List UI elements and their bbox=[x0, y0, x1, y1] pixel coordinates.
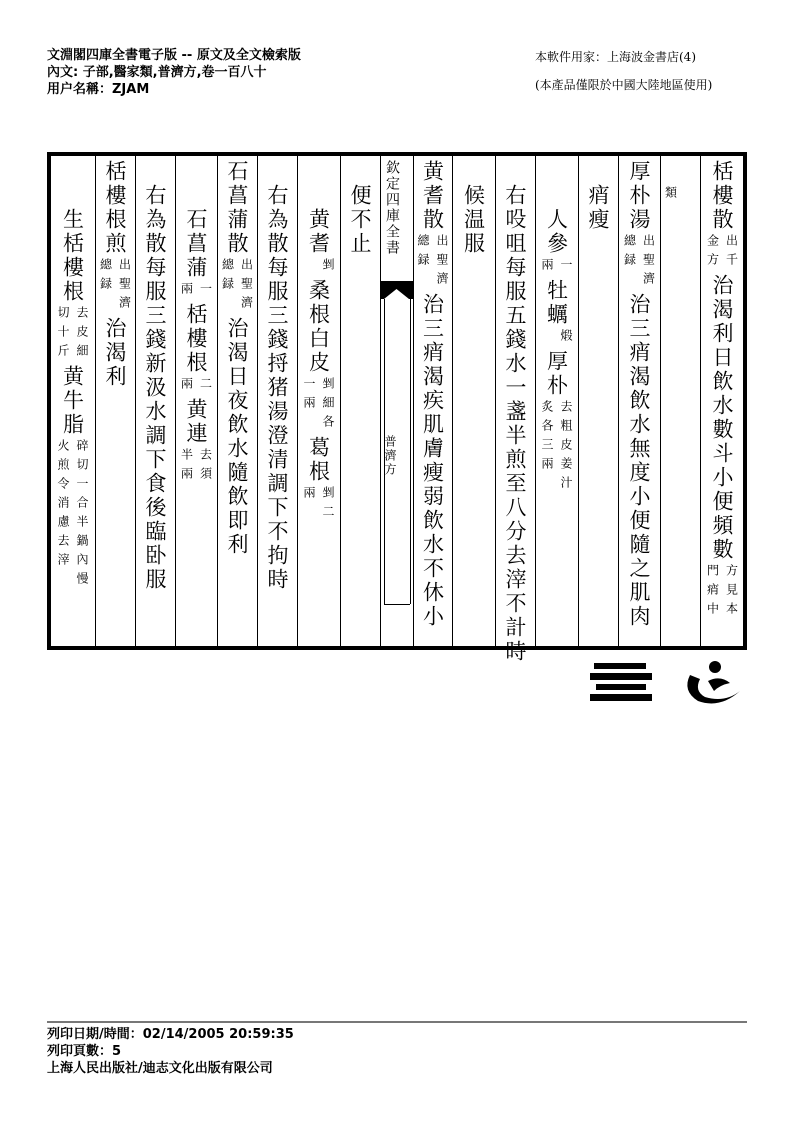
main-text: 黄連 bbox=[184, 398, 208, 446]
annotation-note bbox=[180, 282, 213, 301]
column-rule bbox=[660, 155, 661, 647]
header-restriction: (本產品僅限於中國大陸地區使用) bbox=[535, 78, 713, 92]
note-right-line: 一 bbox=[559, 258, 573, 277]
note-right-line: 去皮細 bbox=[75, 306, 89, 363]
text-column bbox=[413, 160, 452, 629]
main-text: 厚朴湯 bbox=[627, 160, 651, 232]
text-column bbox=[340, 160, 380, 256]
main-text: 栝樓根 bbox=[184, 303, 208, 375]
note-left-line bbox=[540, 329, 554, 348]
annotation-note bbox=[56, 439, 89, 591]
center-strip bbox=[380, 155, 413, 647]
main-text: 右為散每服三錢捋猪湯澄清調下不拘時 bbox=[265, 184, 289, 592]
note-right-line: 出聖濟 bbox=[435, 234, 449, 291]
text-column bbox=[535, 160, 578, 497]
print-pages: 列印頁數：5 bbox=[47, 1044, 122, 1059]
text-column bbox=[95, 160, 135, 389]
main-text: 便不止 bbox=[348, 184, 372, 256]
note-left-line: 門痟中 bbox=[705, 564, 720, 621]
main-text: 候温服 bbox=[461, 184, 486, 256]
text-column bbox=[297, 160, 340, 526]
main-text: 生栝樓根 bbox=[60, 208, 85, 304]
annotation-note bbox=[540, 258, 573, 277]
note-left-line: 切十斤 bbox=[56, 306, 70, 363]
main-text: 右為散每服三錢新汲水調下食後臨卧服 bbox=[143, 184, 167, 592]
note-right-line bbox=[683, 186, 697, 205]
text-column bbox=[578, 160, 618, 232]
note-left-line bbox=[302, 258, 316, 277]
note-left-line: 炙各三兩 bbox=[540, 400, 554, 476]
header-content-path: 內文: 子部,醫家類,普濟方,卷一百八十 bbox=[47, 65, 267, 80]
annotation-note bbox=[664, 186, 697, 205]
annotation-note bbox=[706, 234, 739, 272]
note-left-line: 兩 bbox=[179, 377, 194, 396]
main-text: 栝樓散 bbox=[710, 160, 734, 232]
footer-divider bbox=[47, 1021, 747, 1023]
note-right-line: 方見本 bbox=[724, 564, 739, 621]
text-column bbox=[618, 160, 660, 629]
text-column bbox=[700, 160, 744, 623]
center-divider bbox=[384, 604, 410, 605]
note-right-line: 碎切一合半鍋內慢 bbox=[75, 439, 89, 591]
publisher: 上海人民出版社/迪志文化出版有限公司 bbox=[47, 1061, 273, 1076]
main-text: 黄牛脂 bbox=[60, 365, 85, 437]
main-text: 痟瘦 bbox=[586, 184, 610, 232]
main-text: 黄耆 bbox=[306, 208, 331, 256]
note-right-line: 出千 bbox=[724, 234, 739, 272]
text-column bbox=[217, 160, 257, 557]
note-right-line: 一 bbox=[198, 282, 213, 301]
annotation-note bbox=[416, 234, 449, 291]
note-right-line: 去須 bbox=[198, 448, 213, 486]
header-title: 文淵閣四庫全書電子版 -- 原文及全文檢索版 bbox=[47, 48, 301, 63]
main-text: 治三痟渴疾肌膚瘦弱飲水不休小 bbox=[420, 293, 445, 629]
note-right-line: 剉細各 bbox=[321, 377, 335, 434]
book-title: 普濟方 bbox=[383, 435, 397, 477]
note-right-line: 出聖濟 bbox=[641, 234, 656, 291]
annotation-note bbox=[540, 329, 573, 348]
note-left-line: 兩 bbox=[302, 486, 316, 505]
annotation-note bbox=[302, 258, 335, 277]
note-left-line: 半兩 bbox=[179, 448, 194, 486]
annotation-note bbox=[221, 258, 254, 315]
main-text: 桑根白皮 bbox=[306, 279, 331, 375]
annotation-note bbox=[56, 306, 89, 363]
note-left-line: 總録 bbox=[98, 258, 113, 296]
collection-title: 欽定四庫全書 bbox=[384, 160, 400, 256]
main-text: 右吺咀每服五錢水一盞半煎至八分去滓不計時 bbox=[503, 184, 527, 664]
note-left-line: 類 bbox=[663, 186, 678, 205]
text-column bbox=[135, 160, 175, 592]
main-text: 石菖蒲散 bbox=[225, 160, 249, 256]
annotation-note bbox=[180, 377, 213, 396]
text-column bbox=[257, 160, 297, 592]
note-right-line: 剉二 bbox=[321, 486, 335, 524]
note-left-line: 兩 bbox=[179, 282, 194, 301]
main-text: 葛根 bbox=[306, 436, 331, 484]
main-text: 治三痟渴飲水無度小便隨之肌肉 bbox=[627, 293, 651, 629]
note-right-line: 剉 bbox=[321, 258, 335, 277]
main-text: 牡蠣 bbox=[544, 279, 569, 327]
note-left-line: 兩 bbox=[540, 258, 554, 277]
annotation-note bbox=[99, 258, 132, 315]
note-left-line: 總録 bbox=[416, 234, 430, 272]
note-right-line: 出聖濟 bbox=[239, 258, 254, 315]
main-text: 黄耆散 bbox=[420, 160, 445, 232]
note-left-line: 一兩 bbox=[302, 377, 316, 415]
text-column bbox=[50, 160, 95, 593]
print-datetime: 列印日期/時間：02/14/2005 20:59:35 bbox=[47, 1027, 294, 1042]
annotation-note bbox=[302, 377, 335, 434]
main-text: 治渴日夜飲水隨飲即利 bbox=[225, 317, 249, 557]
text-column bbox=[175, 160, 217, 488]
main-text: 治渴利 bbox=[103, 317, 127, 389]
annotation-note bbox=[180, 448, 213, 486]
main-text: 栝樓根煎 bbox=[103, 160, 127, 256]
fishtail-mark-icon bbox=[380, 281, 413, 299]
note-left-line: 金方 bbox=[705, 234, 720, 272]
note-left-line: 總録 bbox=[220, 258, 235, 296]
header-user: 用户名稱：ZJAM bbox=[47, 82, 150, 97]
main-text: 厚朴 bbox=[544, 350, 569, 398]
annotation-note bbox=[706, 564, 739, 621]
annotation-note bbox=[302, 486, 335, 524]
header-licensee: 本軟件用家：上海波金書店(4) bbox=[535, 50, 696, 64]
text-column bbox=[660, 160, 700, 207]
note-left-line: 總録 bbox=[622, 234, 637, 272]
note-right-line: 二 bbox=[198, 377, 213, 396]
main-text: 人參 bbox=[544, 208, 569, 256]
main-text: 治渴利日飲水數斗小便頻數 bbox=[710, 274, 734, 562]
main-text: 石菖蒲 bbox=[184, 208, 208, 280]
annotation-note bbox=[623, 234, 656, 291]
text-column bbox=[495, 160, 535, 664]
note-left-line: 火煎令消慮去滓 bbox=[56, 439, 70, 572]
note-right-line: 煅 bbox=[559, 329, 573, 348]
publisher-seal-logo bbox=[590, 655, 750, 711]
note-right-line: 去粗皮姜汁 bbox=[559, 400, 573, 495]
note-right-line: 出聖濟 bbox=[117, 258, 132, 315]
text-column bbox=[452, 160, 495, 256]
annotation-note bbox=[540, 400, 573, 495]
